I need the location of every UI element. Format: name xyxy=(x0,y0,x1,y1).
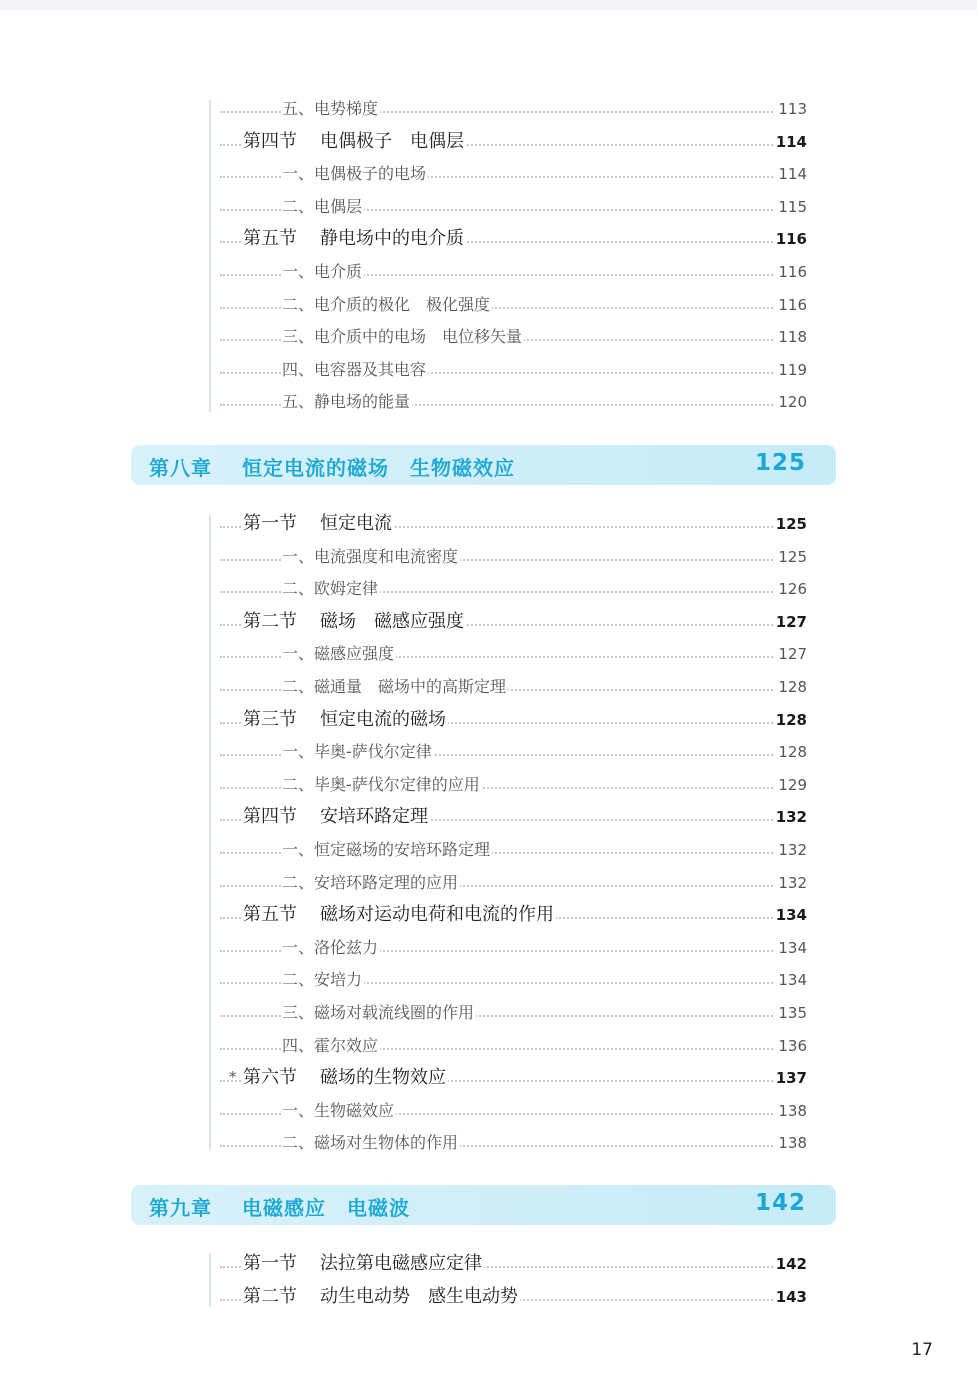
entry-page-number: 119 xyxy=(775,358,807,382)
page-number: 17 xyxy=(911,1340,933,1360)
entry-page-number: 115 xyxy=(775,195,807,219)
entry-title: 霍尔效应 xyxy=(314,1035,379,1055)
entry-number: 二、 xyxy=(282,579,315,599)
entry-label xyxy=(282,325,524,349)
toc-subsection-entry[interactable] xyxy=(0,1131,977,1155)
entry-title: 磁通量 磁场中的高斯定理 xyxy=(314,677,507,696)
toc-subsection-entry[interactable] xyxy=(0,1001,977,1025)
toc-subsection-entry[interactable] xyxy=(0,390,977,414)
entry-label xyxy=(243,130,466,154)
toc-section-entry[interactable] xyxy=(0,610,977,634)
toc-subsection-entry[interactable] xyxy=(0,838,977,862)
entry-page-number: 116 xyxy=(775,293,807,317)
toc-subsection-entry[interactable] xyxy=(0,162,977,186)
entry-number: 第一节 xyxy=(243,1253,297,1274)
chapter-page-number: 125 xyxy=(754,450,806,476)
toc-subsection-entry[interactable] xyxy=(0,97,977,121)
entry-label xyxy=(243,227,466,251)
toc-subsection-entry[interactable] xyxy=(0,871,977,895)
entry-page-number: 134 xyxy=(775,936,807,960)
entry-title: 安培环路定理的应用 xyxy=(314,872,459,892)
toc-subsection-entry[interactable] xyxy=(0,260,977,284)
entry-label xyxy=(282,293,492,317)
entry-label xyxy=(282,358,428,382)
entry-page-number: 136 xyxy=(775,1034,807,1058)
entry-page-number: 128 xyxy=(773,708,807,732)
entry-title: 恒定电流 xyxy=(320,513,392,534)
entry-number: 一、 xyxy=(282,937,315,957)
entry-title: 磁场 磁感应强度 xyxy=(320,610,464,632)
toc-section-entry[interactable] xyxy=(0,805,977,829)
entry-page-number: 127 xyxy=(775,642,807,666)
entry-number: 三、 xyxy=(282,1003,315,1022)
entry-label xyxy=(282,97,380,121)
entry-page-number: 120 xyxy=(775,390,807,414)
toc-subsection-entry[interactable] xyxy=(0,325,977,349)
entry-number: 第一节 xyxy=(243,513,297,534)
toc-subsection-entry[interactable] xyxy=(0,545,977,569)
entry-title: 磁场的生物效应 xyxy=(320,1067,446,1089)
entry-page-number: 134 xyxy=(775,968,807,992)
toc-subsection-entry[interactable] xyxy=(0,1034,977,1058)
entry-title: 毕奥-萨伐尔定律的应用 xyxy=(314,774,480,794)
entry-title: 磁感应强度 xyxy=(314,644,395,664)
toc-section-entry[interactable] xyxy=(0,708,977,732)
toc-subsection-entry[interactable] xyxy=(0,1099,977,1123)
entry-page-number: 143 xyxy=(773,1285,807,1309)
entry-label xyxy=(282,545,460,569)
toc-subsection-entry[interactable] xyxy=(0,740,977,764)
toc-subsection-entry[interactable] xyxy=(0,773,977,797)
entry-label xyxy=(282,162,428,186)
entry-label xyxy=(282,936,380,960)
chapter-number: 第九章 xyxy=(149,1196,212,1220)
toc-section-entry[interactable] xyxy=(0,1252,977,1276)
chapter-page-number: 142 xyxy=(754,1190,806,1216)
entry-title: 动生电动势 感生电动势 xyxy=(320,1285,518,1307)
entry-number: 四、 xyxy=(282,359,315,379)
entry-title: 电容器及其电容 xyxy=(314,359,427,379)
entry-page-number: 137 xyxy=(773,1066,807,1090)
entry-title: 磁场对运动电荷和电流的作用 xyxy=(320,904,554,926)
entry-number: 一、 xyxy=(282,644,315,664)
entry-number: 二、 xyxy=(282,196,315,216)
entry-number: 二、 xyxy=(282,872,315,892)
entry-page-number: 129 xyxy=(775,773,807,797)
optional-marker: * xyxy=(229,1068,237,1087)
toc-section-entry[interactable] xyxy=(0,227,977,251)
entry-title: 法拉第电磁感应定律 xyxy=(320,1253,482,1274)
entry-title: 恒定电流的磁场 xyxy=(320,708,446,730)
entry-title: 生物磁效应 xyxy=(314,1100,395,1120)
entry-title: 静电场的能量 xyxy=(314,392,411,412)
entry-page-number: 116 xyxy=(773,227,807,251)
entry-title: 毕奥-萨伐尔定律 xyxy=(314,742,432,762)
entry-page-number: 118 xyxy=(775,325,807,349)
entry-label xyxy=(282,1131,460,1155)
entry-title: 电势梯度 xyxy=(314,99,379,118)
entry-label xyxy=(243,512,394,536)
entry-title: 电偶层 xyxy=(314,196,363,216)
entry-page-number: 126 xyxy=(775,577,807,601)
entry-label xyxy=(243,1252,484,1276)
entry-number: 一、 xyxy=(282,546,315,566)
entry-label xyxy=(282,195,364,219)
entry-page-number: 132 xyxy=(775,838,807,862)
entry-number: 第三节 xyxy=(243,708,297,730)
entry-page-number: 132 xyxy=(773,805,807,829)
entry-title: 恒定磁场的安培环路定理 xyxy=(314,840,491,859)
toc-section-entry[interactable] xyxy=(0,1285,977,1309)
entry-number: 第五节 xyxy=(243,904,297,926)
entry-page-number: 114 xyxy=(775,162,807,186)
entry-title: 电偶极子 电偶层 xyxy=(320,130,464,152)
entry-page-number: 134 xyxy=(773,903,807,927)
entry-page-number: 127 xyxy=(773,610,807,634)
entry-title: 电介质的极化 极化强度 xyxy=(314,294,491,314)
toc-subsection-entry[interactable] xyxy=(0,195,977,219)
entry-label xyxy=(282,390,412,414)
toc-subsection-entry[interactable] xyxy=(0,642,977,666)
entry-title: 安培力 xyxy=(314,970,363,990)
entry-page-number: 128 xyxy=(775,740,807,764)
entry-number: 五、 xyxy=(282,99,315,118)
entry-label xyxy=(243,708,448,732)
toc-subsection-entry[interactable] xyxy=(0,577,977,601)
entry-page-number: 116 xyxy=(775,260,807,284)
entry-title: 静电场中的电介质 xyxy=(320,228,464,250)
entry-number: 一、 xyxy=(282,164,315,184)
entry-label xyxy=(282,1034,380,1058)
entry-page-number: 142 xyxy=(773,1252,807,1276)
toc-subsection-entry[interactable] xyxy=(0,293,977,317)
entry-number: 二、 xyxy=(282,677,315,696)
entry-number: 二、 xyxy=(282,1133,315,1153)
entry-label xyxy=(282,577,380,601)
entry-number: 五、 xyxy=(282,392,315,412)
entry-title: 电偶极子的电场 xyxy=(314,164,427,184)
entry-label xyxy=(243,903,556,927)
chapter-title: 恒定电流的磁场 生物磁效应 xyxy=(242,456,515,480)
top-strip xyxy=(0,0,977,10)
entry-title: 磁场对生物体的作用 xyxy=(314,1133,459,1153)
entry-label xyxy=(282,1001,476,1025)
entry-number: 二、 xyxy=(282,774,315,794)
toc-section-entry[interactable] xyxy=(0,1066,977,1090)
entry-label xyxy=(243,805,430,829)
entry-page-number: 125 xyxy=(773,512,807,536)
entry-page-number: 128 xyxy=(775,675,807,699)
entry-page-number: 113 xyxy=(775,97,807,121)
entry-label xyxy=(282,1099,396,1123)
entry-label xyxy=(282,260,364,284)
toc-subsection-entry[interactable] xyxy=(0,968,977,992)
entry-page-number: 132 xyxy=(775,871,807,895)
entry-title: 洛伦兹力 xyxy=(314,937,379,957)
entry-number: 第二节 xyxy=(243,1285,297,1307)
chapter-title: 电磁感应 电磁波 xyxy=(242,1196,410,1220)
entry-label xyxy=(282,968,364,992)
toc-section-entry[interactable] xyxy=(0,903,977,927)
entry-number: 四、 xyxy=(282,1035,315,1055)
entry-number: 一、 xyxy=(282,262,315,281)
entry-number: 一、 xyxy=(282,840,315,859)
entry-label xyxy=(282,871,460,895)
chapter-8-header[interactable] xyxy=(131,445,836,485)
entry-number: 二、 xyxy=(282,970,315,990)
entry-page-number: 138 xyxy=(775,1131,807,1155)
chapter-number: 第八章 xyxy=(149,456,212,480)
entry-number: 三、 xyxy=(282,327,315,347)
entry-label xyxy=(243,1285,520,1309)
toc-subsection-entry[interactable] xyxy=(0,675,977,699)
entry-label xyxy=(282,675,508,699)
entry-number: 第六节 xyxy=(243,1067,297,1089)
entry-label xyxy=(243,610,466,634)
entry-label xyxy=(243,1066,448,1090)
entry-number: 二、 xyxy=(282,294,315,314)
entry-title: 磁场对载流线圈的作用 xyxy=(314,1003,475,1022)
entry-number: 第四节 xyxy=(243,806,297,828)
entry-label xyxy=(282,740,434,764)
toc-section-entry[interactable] xyxy=(0,512,977,536)
toc-section-entry[interactable] xyxy=(0,130,977,154)
chapter-9-header[interactable] xyxy=(131,1185,836,1225)
toc-subsection-entry[interactable] xyxy=(0,936,977,960)
entry-page-number: 135 xyxy=(775,1001,807,1025)
entry-number: 第二节 xyxy=(243,610,297,632)
entry-title: 安培环路定理 xyxy=(320,806,428,828)
toc-subsection-entry[interactable] xyxy=(0,358,977,382)
entry-title: 电介质 xyxy=(314,262,363,281)
entry-number: 第四节 xyxy=(243,130,297,152)
entry-label xyxy=(282,773,482,797)
entry-number: 第五节 xyxy=(243,228,297,250)
entry-page-number: 138 xyxy=(775,1099,807,1123)
entry-number: 一、 xyxy=(282,742,315,762)
entry-number: 一、 xyxy=(282,1100,315,1120)
entry-title: 欧姆定律 xyxy=(314,579,379,599)
entry-title: 电流强度和电流密度 xyxy=(314,546,459,566)
entry-title: 电介质中的电场 电位移矢量 xyxy=(314,327,523,347)
entry-label xyxy=(282,838,492,862)
entry-label xyxy=(282,642,396,666)
entry-page-number: 125 xyxy=(775,545,807,569)
entry-page-number: 114 xyxy=(773,130,807,154)
